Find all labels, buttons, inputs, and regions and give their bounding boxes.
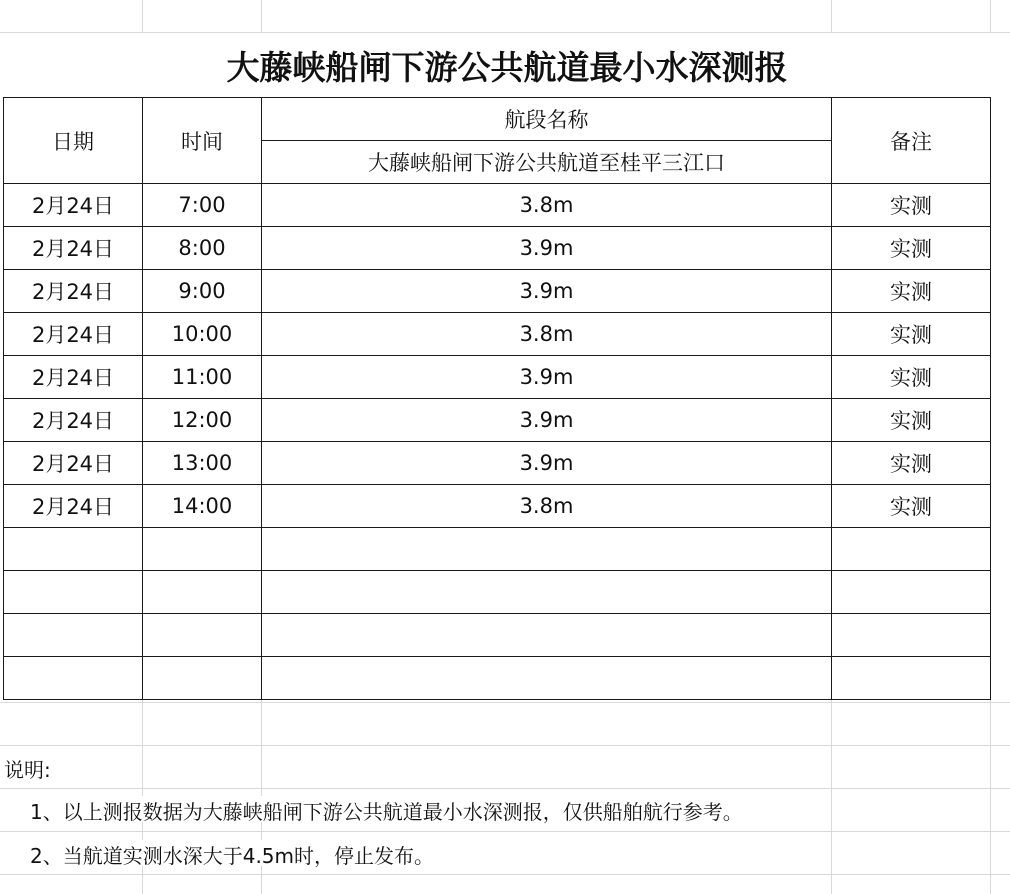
- empty-cell[interactable]: [832, 614, 991, 657]
- header-segment-group[interactable]: 航段名称: [262, 98, 832, 141]
- empty-cell[interactable]: [4, 571, 143, 614]
- remark-cell[interactable]: 实测: [832, 270, 991, 313]
- time-cell[interactable]: 14:00: [143, 485, 262, 528]
- remark-cell[interactable]: 实测: [832, 485, 991, 528]
- notes-heading[interactable]: 说明:: [4, 754, 134, 780]
- time-cell[interactable]: 10:00: [143, 313, 262, 356]
- table-row: [4, 313, 991, 356]
- table-row: [4, 399, 991, 442]
- gridline: [0, 788, 1010, 789]
- remark-cell[interactable]: 实测: [832, 313, 991, 356]
- table-row: [4, 485, 991, 528]
- depth-cell[interactable]: 3.8m: [262, 184, 832, 227]
- empty-row: [4, 614, 991, 657]
- depth-cell[interactable]: 3.9m: [262, 270, 832, 313]
- empty-cell[interactable]: [143, 528, 262, 571]
- empty-cell[interactable]: [143, 657, 262, 700]
- empty-cell[interactable]: [4, 657, 143, 700]
- time-cell[interactable]: 11:00: [143, 356, 262, 399]
- time-cell[interactable]: 9:00: [143, 270, 262, 313]
- remark-cell[interactable]: 实测: [832, 227, 991, 270]
- depth-cell[interactable]: 3.9m: [262, 442, 832, 485]
- page-title[interactable]: 大藤峡船闸下游公共航道最小水深测报: [4, 33, 1010, 97]
- empty-cell[interactable]: [4, 614, 143, 657]
- note-line-1[interactable]: 1、以上测报数据为大藤峡船闸下游公共航道最小水深测报，仅供船舶航行参考。: [30, 796, 743, 822]
- empty-cell[interactable]: [262, 614, 832, 657]
- table-row: [4, 356, 991, 399]
- time-cell[interactable]: 7:00: [143, 184, 262, 227]
- empty-cell[interactable]: [143, 614, 262, 657]
- empty-cell[interactable]: [262, 528, 832, 571]
- empty-cell[interactable]: [262, 571, 832, 614]
- table-row: [4, 227, 991, 270]
- empty-cell[interactable]: [262, 657, 832, 700]
- depth-cell[interactable]: 3.8m: [262, 485, 832, 528]
- time-cell[interactable]: 12:00: [143, 399, 262, 442]
- date-cell[interactable]: 2月24日: [4, 485, 143, 528]
- time-cell[interactable]: 13:00: [143, 442, 262, 485]
- remark-cell[interactable]: 实测: [832, 184, 991, 227]
- empty-row: [4, 571, 991, 614]
- remark-cell[interactable]: 实测: [832, 399, 991, 442]
- empty-cell[interactable]: [832, 571, 991, 614]
- date-cell[interactable]: 2月24日: [4, 442, 143, 485]
- empty-cell[interactable]: [143, 571, 262, 614]
- depth-cell[interactable]: 3.9m: [262, 356, 832, 399]
- depth-cell[interactable]: 3.9m: [262, 399, 832, 442]
- gridline: [0, 831, 1010, 832]
- note-line-2[interactable]: 2、当航道实测水深大于4.5m时，停止发布。: [30, 840, 434, 866]
- date-cell[interactable]: 2月24日: [4, 270, 143, 313]
- header-date[interactable]: 日期: [4, 98, 143, 184]
- gridline: [0, 702, 1010, 703]
- empty-cell[interactable]: [4, 528, 143, 571]
- date-cell[interactable]: 2月24日: [4, 356, 143, 399]
- date-cell[interactable]: 2月24日: [4, 313, 143, 356]
- header-time[interactable]: 时间: [143, 98, 262, 184]
- empty-row: [4, 528, 991, 571]
- depth-cell[interactable]: 3.9m: [262, 227, 832, 270]
- depth-cell[interactable]: 3.8m: [262, 313, 832, 356]
- date-cell[interactable]: 2月24日: [4, 184, 143, 227]
- empty-cell[interactable]: [832, 657, 991, 700]
- header-segment[interactable]: 大藤峡船闸下游公共航道至桂平三江口: [262, 141, 832, 184]
- date-cell[interactable]: 2月24日: [4, 399, 143, 442]
- table-row: [4, 184, 991, 227]
- remark-cell[interactable]: 实测: [832, 442, 991, 485]
- header-remark[interactable]: 备注: [832, 98, 991, 184]
- date-cell[interactable]: 2月24日: [4, 227, 143, 270]
- gridline: [0, 874, 1010, 875]
- empty-cell[interactable]: [832, 528, 991, 571]
- gridline: [0, 745, 1010, 746]
- time-cell[interactable]: 8:00: [143, 227, 262, 270]
- depth-report-table: [3, 97, 991, 700]
- remark-cell[interactable]: 实测: [832, 356, 991, 399]
- table-row: [4, 442, 991, 485]
- table-row: [4, 270, 991, 313]
- empty-row: [4, 657, 991, 700]
